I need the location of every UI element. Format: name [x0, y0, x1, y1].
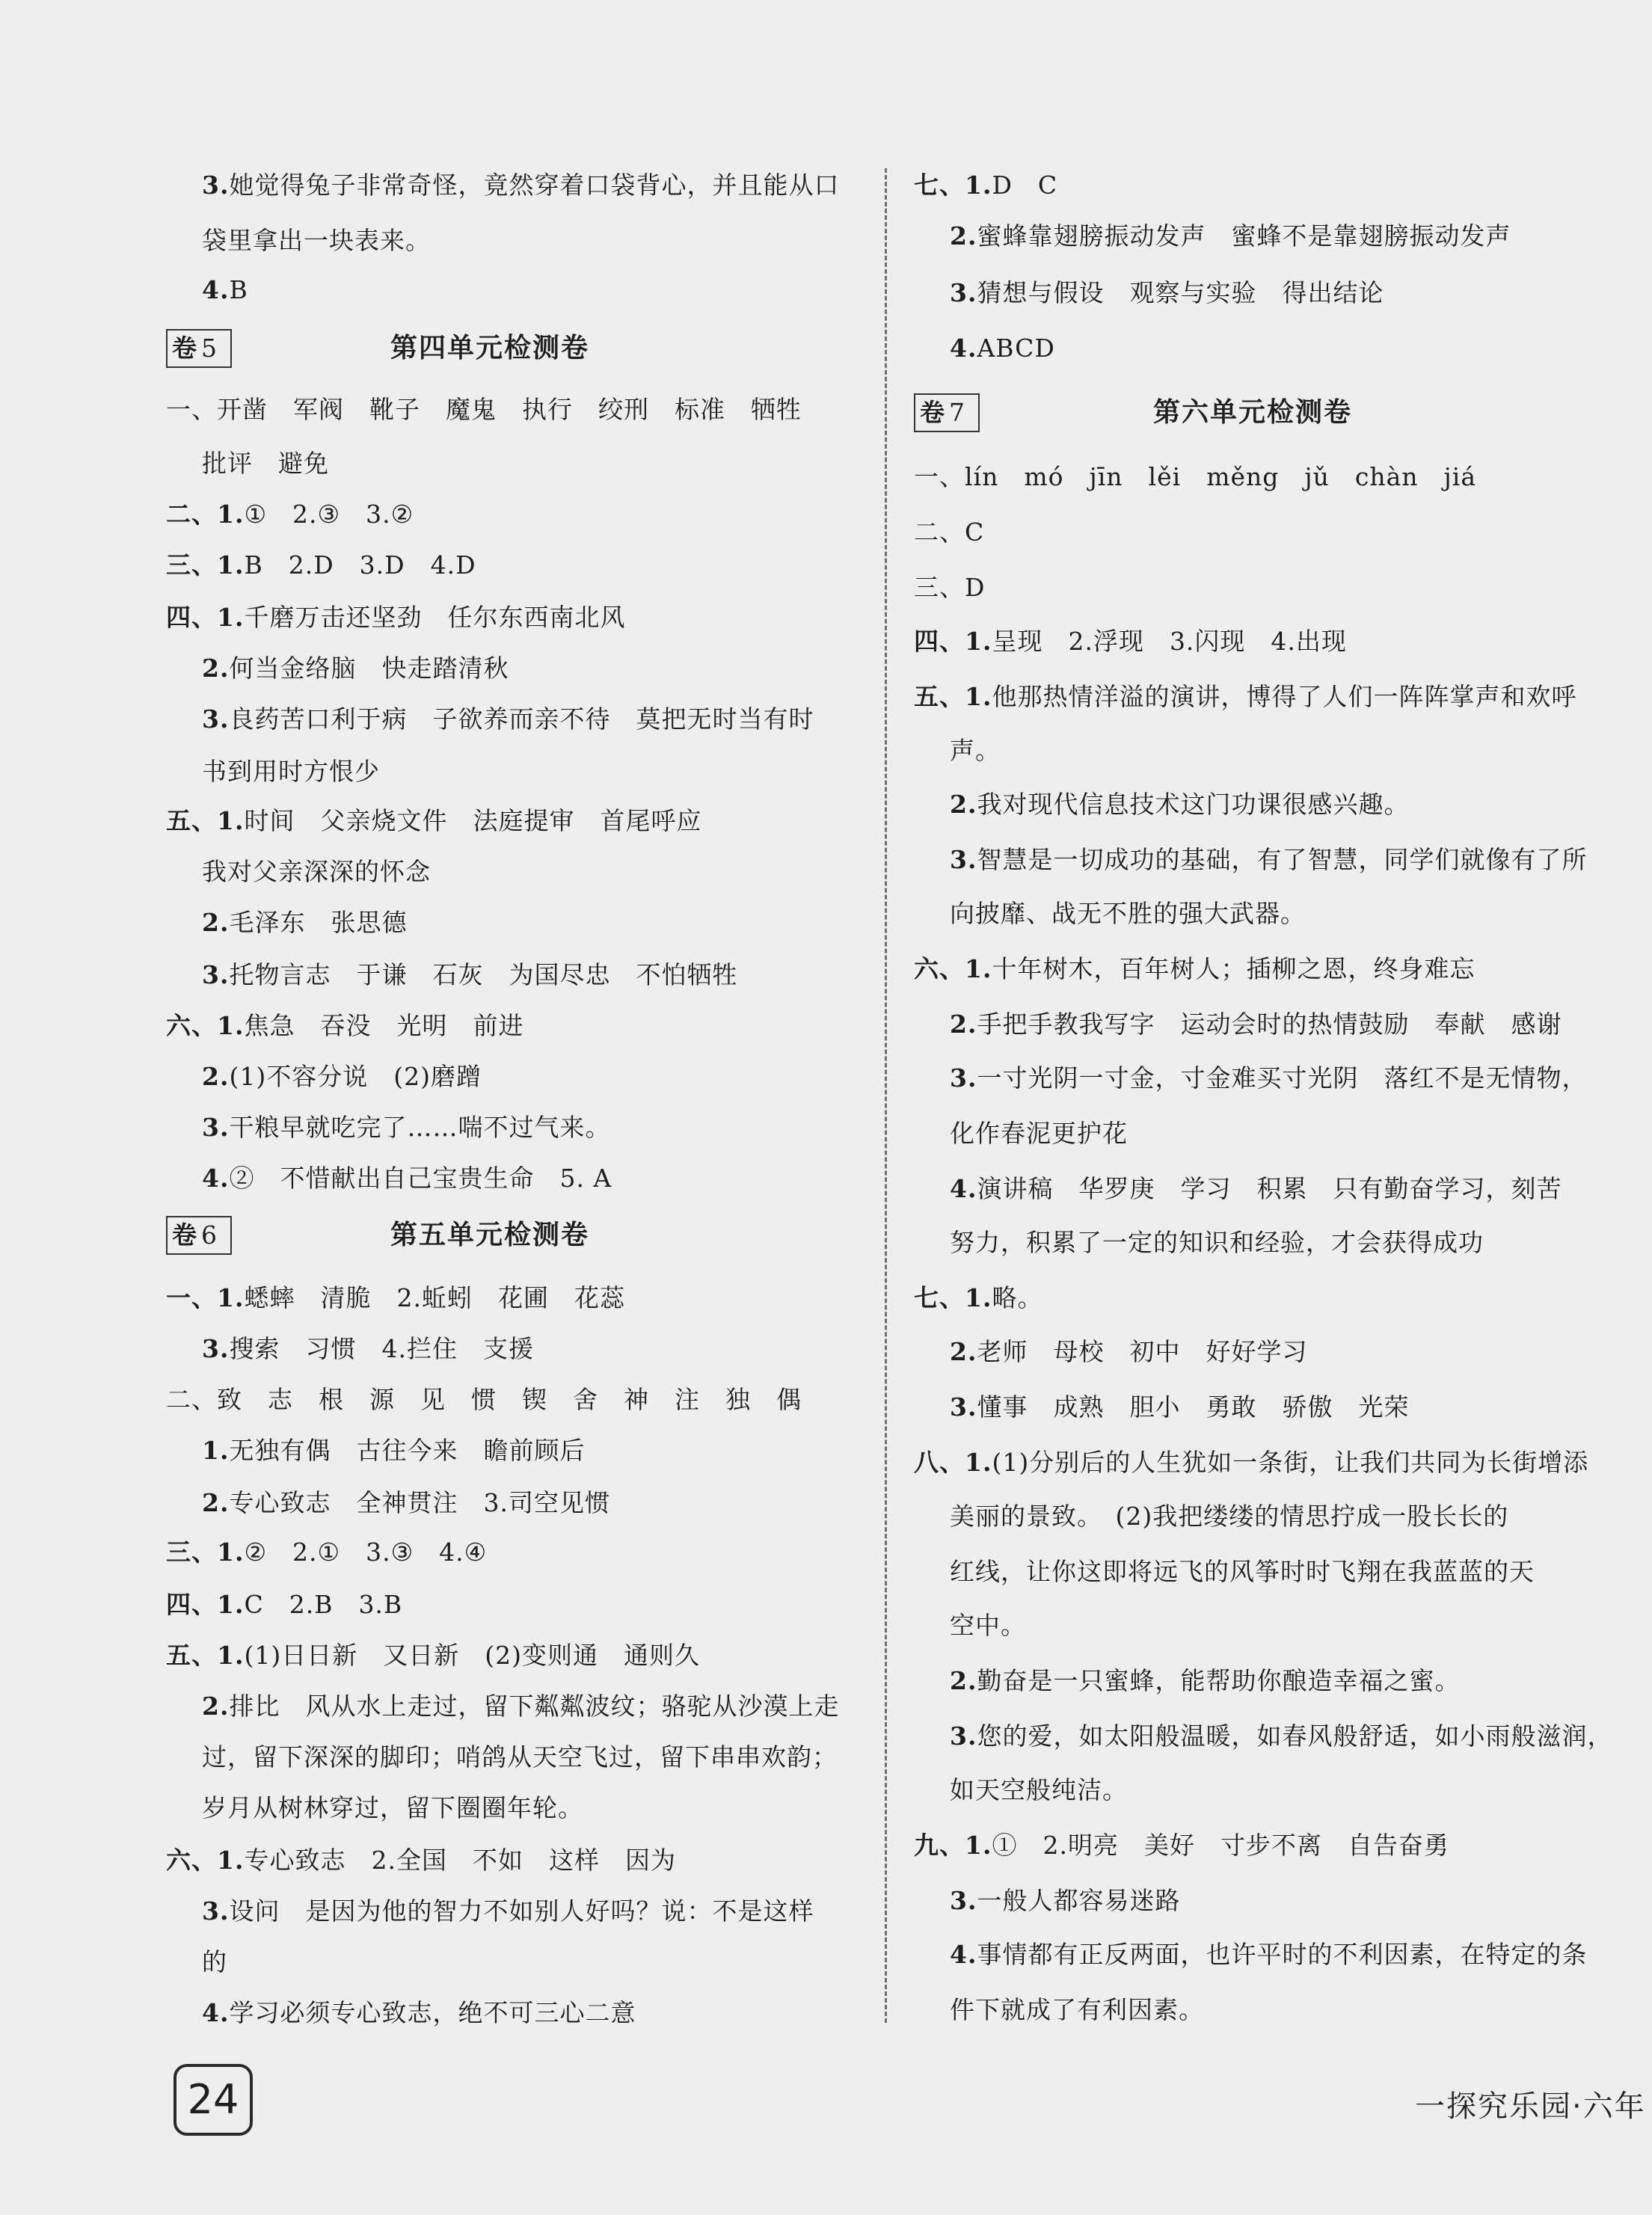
answer-line — [166, 1641, 700, 1671]
question-number: 4. — [202, 275, 230, 304]
answer-line — [950, 1010, 1562, 1039]
question-number: 六、1. — [166, 1011, 245, 1040]
question-number: 2. — [950, 1337, 977, 1366]
question-number: 3. — [202, 1113, 230, 1142]
answer-text: 懂事 成熟 胆小 勇敢 骄傲 光荣 — [977, 1392, 1410, 1422]
answer-text: 她觉得兔子非常奇怪，竟然穿着口袋背心，并且能从口 — [229, 170, 840, 200]
answer-line — [950, 1502, 1508, 1532]
question-number: 2. — [202, 1488, 230, 1517]
answer-line — [202, 960, 737, 990]
answer-line — [202, 1947, 227, 1977]
question-number: 3. — [950, 1063, 977, 1093]
question-number: 2. — [950, 1010, 977, 1039]
page-number: 24 — [174, 2064, 253, 2136]
answer-text: 二、致 志 根 源 见 惯 锲 舍 神 注 独 偶 — [166, 1385, 802, 1414]
question-number: 六、1. — [166, 1846, 245, 1875]
answer-line — [914, 682, 1576, 712]
section-title: 第六单元检测卷 — [1153, 397, 1353, 428]
answer-line — [202, 654, 509, 683]
answer-text: 猜想与假设 观察与实验 得出结论 — [977, 278, 1384, 307]
answer-line — [950, 736, 1001, 766]
answer-line — [914, 627, 1347, 657]
answer-line — [202, 1793, 583, 1823]
answer-text: (1)不容分说 (2)磨蹭 — [229, 1062, 482, 1091]
paper-label: 卷 — [172, 1220, 197, 1250]
answer-text: 一、lín mó jīn lěi měng jǔ chàn jiá — [914, 462, 1477, 491]
answer-line — [914, 462, 1476, 492]
answer-text: 批评 避免 — [202, 449, 329, 478]
answer-text: 老师 母校 初中 好好学习 — [977, 1337, 1308, 1366]
answer-line — [166, 395, 802, 425]
answer-line — [202, 1742, 838, 1772]
answer-line — [950, 334, 1055, 363]
question-number: 4. — [950, 1940, 977, 1969]
answer-text: 干粮早就吃完了……喘不过气来。 — [229, 1113, 611, 1142]
answer-line — [950, 1337, 1307, 1367]
answer-line — [166, 550, 476, 580]
answer-text: 袋里拿出一块表来。 — [202, 226, 431, 255]
question-number: 二、1. — [166, 500, 245, 529]
answer-line — [914, 573, 985, 603]
answer-line — [950, 845, 1587, 875]
answer-text: 演讲稿 华罗庚 学习 积累 只有勤奋学习，刻苦 — [977, 1174, 1562, 1203]
answer-text: 排比 风从水上走过，留下粼粼波纹；骆驼从沙漠上走 — [229, 1692, 840, 1721]
answer-text: D C — [992, 170, 1058, 200]
question-number: 4. — [950, 334, 977, 363]
question-number: 一、1. — [166, 1283, 245, 1312]
answer-line — [202, 1062, 482, 1092]
answer-line — [914, 170, 1057, 200]
answer-text: 努力，积累了一定的知识和经验，才会获得成功 — [950, 1228, 1484, 1257]
question-number: 3. — [202, 1896, 230, 1926]
question-number: 三、1. — [166, 550, 245, 580]
answer-text: 蜜蜂靠翅膀振动发声 蜜蜂不是靠翅膀振动发声 — [977, 221, 1511, 251]
answer-text: 件下就成了有利因素。 — [950, 1995, 1204, 2024]
answer-text: 他那热情洋溢的演讲，博得了人们一阵阵掌声和欢呼 — [992, 682, 1577, 711]
answer-text: 过，留下深深的脚印；哨鸽从天空飞过，留下串串欢韵； — [202, 1742, 838, 1772]
answer-text: 化作春泥更护花 — [950, 1119, 1128, 1148]
answer-line — [166, 1011, 523, 1041]
answer-line — [202, 275, 248, 305]
answer-line — [202, 1998, 636, 2028]
question-number: 4. — [950, 1174, 977, 1203]
question-number: 3. — [950, 1721, 977, 1751]
answer-line — [166, 1537, 487, 1567]
answer-text: 时间 父亲烧文件 法庭提审 首尾呼应 — [244, 806, 702, 835]
question-number: 2. — [202, 654, 230, 683]
answer-line — [166, 1283, 625, 1313]
paper-number-box — [914, 393, 980, 432]
answer-line — [202, 704, 814, 734]
answer-text: (1)分别后的人生犹如一条街，让我们共同为长街增添 — [992, 1448, 1589, 1477]
answer-text: 事情都有正反两面，也许平时的不利因素，在特定的条 — [977, 1940, 1588, 1969]
answer-text: 搜索 习惯 4.拦住 支援 — [229, 1334, 534, 1363]
answer-text: 毛泽东 张思德 — [229, 908, 408, 937]
answer-line — [914, 1283, 1043, 1313]
answer-text: 良药苦口利于病 子欲养而亲不待 莫把无时当有时 — [229, 704, 814, 734]
answer-line — [950, 1119, 1128, 1149]
paper-number-box — [166, 1216, 232, 1255]
question-number: 七、1. — [914, 1283, 992, 1312]
answer-text: 托物言志 于谦 石灰 为国尽忠 不怕牺牲 — [229, 960, 738, 989]
answer-line — [950, 1666, 1460, 1696]
section-header — [166, 1216, 862, 1258]
answer-text: 何当金络脑 快走踏清秋 — [229, 654, 509, 683]
answer-line — [202, 1692, 839, 1721]
answer-text: ② 2.① 3.③ 4.④ — [244, 1537, 488, 1567]
question-number: 六、1. — [914, 954, 992, 983]
question-number: 五、1. — [166, 806, 245, 835]
answer-text: C 2.B 3.B — [244, 1590, 403, 1619]
answer-text: 二、C — [914, 517, 985, 547]
answer-line — [202, 226, 431, 256]
paper-label: 卷 — [172, 334, 197, 363]
answer-text: 我对现代信息技术这门功课很感兴趣。 — [977, 790, 1410, 819]
answer-text: 我对父亲深深的怀念 — [202, 857, 431, 886]
answer-text: 学习必须专心致志，绝不可三心二意 — [229, 1998, 636, 2027]
answer-line — [950, 221, 1511, 251]
question-number: 五、1. — [914, 682, 992, 711]
answer-text: 一般人都容易迷路 — [977, 1886, 1181, 1915]
answer-text: B — [229, 275, 248, 304]
answer-line — [914, 1448, 1588, 1478]
question-number: 三、1. — [166, 1537, 245, 1567]
answer-line — [950, 1063, 1587, 1093]
question-number: 3. — [950, 278, 977, 307]
paper-label: 卷 — [920, 398, 945, 427]
answer-line — [202, 757, 380, 787]
column-divider — [885, 168, 887, 2023]
question-number: 2. — [202, 908, 230, 937]
answer-line — [166, 806, 701, 836]
question-number: 2. — [202, 1692, 230, 1721]
answer-text: 手把手教我写字 运动会时的热情鼓励 奉献 感谢 — [977, 1010, 1562, 1039]
answer-text: 呈现 2.浮现 3.闪现 4.出现 — [992, 627, 1347, 656]
answer-line — [166, 603, 625, 633]
question-number: 四、1. — [166, 1590, 245, 1619]
answer-line — [202, 449, 329, 479]
question-number: 七、1. — [914, 170, 992, 200]
answer-line — [950, 1940, 1587, 1970]
answer-line — [914, 954, 1475, 984]
question-number: 3. — [202, 704, 230, 734]
question-number: 五、1. — [166, 1641, 245, 1670]
answer-text: 千磨万击还坚劲 任尔东西南北风 — [244, 603, 626, 632]
section-title: 第四单元检测卷 — [390, 333, 590, 363]
paper-number: 7 — [949, 398, 965, 427]
answer-text: 如天空般纯洁。 — [950, 1775, 1128, 1804]
answer-text: 一、开凿 军阀 靴子 魔鬼 执行 绞刑 标准 牺牲 — [166, 395, 802, 424]
answer-line — [950, 1721, 1612, 1751]
answer-line — [202, 908, 407, 938]
section-header — [166, 329, 862, 371]
question-number: 4. — [202, 1164, 230, 1193]
answer-line — [202, 1334, 534, 1364]
section-title: 第五单元检测卷 — [390, 1220, 590, 1250]
answer-line — [950, 1174, 1562, 1204]
question-number: 四、1. — [914, 627, 992, 656]
answer-line — [202, 1488, 610, 1518]
answer-text: 设问 是因为他的智力不如别人好吗？说：不是这样 — [229, 1896, 814, 1926]
answer-line — [166, 500, 414, 529]
question-number: 四、1. — [166, 603, 245, 632]
answer-text: 您的爱，如太阳般温暖，如春风般舒适，如小雨般滋润， — [977, 1721, 1613, 1751]
answer-line — [166, 1846, 676, 1875]
answer-text: 专心致志 2.全国 不如 这样 因为 — [244, 1846, 676, 1875]
answer-text: 的 — [202, 1947, 227, 1976]
answer-text: B 2.D 3.D 4.D — [244, 550, 476, 580]
question-number: 3. — [950, 1392, 977, 1422]
question-number: 2. — [950, 1666, 977, 1695]
question-number: 2. — [950, 790, 977, 819]
series-name: 一探究乐园·六年 — [1415, 2089, 1646, 2124]
answer-text: ① 2.明亮 美好 寸步不离 自告奋勇 — [992, 1831, 1449, 1860]
answer-text: 焦急 吞没 光明 前进 — [244, 1011, 524, 1040]
answer-line — [950, 790, 1409, 820]
question-number: 2. — [202, 1062, 230, 1091]
question-number: 3. — [202, 1334, 230, 1363]
question-number: 九、1. — [914, 1831, 992, 1860]
answer-line — [950, 899, 1306, 929]
answer-text: 向披靡、战无不胜的强大武器。 — [950, 899, 1306, 928]
answer-line — [950, 1392, 1409, 1422]
answer-line — [914, 1831, 1449, 1861]
answer-line — [950, 1995, 1204, 2025]
answer-line — [202, 1436, 585, 1466]
answer-line — [950, 1557, 1535, 1587]
section-header — [914, 393, 1639, 435]
question-number: 3. — [950, 1886, 977, 1915]
answer-text: 勤奋是一只蜜蜂，能帮助你酿造幸福之蜜。 — [977, 1666, 1461, 1695]
answer-text: 专心致志 全神贯注 3.司空见惯 — [229, 1488, 610, 1517]
answer-text: 声。 — [950, 736, 1001, 765]
answer-text: (1)日日新 又日新 (2)变则通 通则久 — [244, 1641, 700, 1670]
answer-text: ② 不惜献出自己宝贵生命 5. A — [229, 1164, 612, 1193]
answer-text: 十年树木，百年树人；插柳之恩，终身难忘 — [992, 954, 1476, 983]
answer-line — [950, 1611, 1026, 1641]
question-number: 3. — [950, 845, 977, 874]
paper-number: 5 — [201, 334, 217, 363]
question-number: 4. — [202, 1998, 230, 2027]
question-number: 1. — [202, 1436, 230, 1465]
answer-text: 红线，让你这即将远飞的风筝时时飞翔在我蓝蓝的天 — [950, 1557, 1535, 1586]
answer-text: 蟋蟀 清脆 2.蚯蚓 花圃 花蕊 — [244, 1283, 625, 1312]
question-number: 3. — [202, 170, 230, 200]
answer-text: 书到用时方恨少 — [202, 757, 380, 786]
answer-text: 空中。 — [950, 1611, 1026, 1640]
answer-line — [914, 517, 984, 547]
answer-text: 美丽的景致。 (2)我把缕缕的情思拧成一股长长的 — [950, 1502, 1509, 1531]
answer-line — [950, 1228, 1484, 1258]
question-number: 2. — [950, 221, 977, 251]
answer-text: 岁月从树林穿过，留下圈圈年轮。 — [202, 1793, 583, 1822]
answer-line — [202, 1896, 814, 1926]
answer-line — [202, 857, 431, 887]
answer-line — [950, 278, 1384, 308]
answer-text: 略。 — [992, 1283, 1043, 1312]
answer-line — [166, 1385, 802, 1415]
question-number: 八、1. — [914, 1448, 992, 1477]
question-number: 3. — [202, 960, 230, 989]
answer-line — [950, 1886, 1180, 1916]
paper-number: 6 — [201, 1220, 217, 1250]
answer-text: 一寸光阴一寸金，寸金难买寸光阴 落红不是无情物， — [977, 1063, 1588, 1093]
answer-line — [950, 1775, 1128, 1805]
answer-line — [166, 1590, 402, 1620]
answer-text: 无独有偶 古往今来 瞻前顾后 — [229, 1436, 586, 1465]
answer-text: 智慧是一切成功的基础，有了智慧，同学们就像有了所 — [977, 845, 1588, 874]
answer-text: ① 2.③ 3.② — [244, 500, 414, 529]
answer-line — [202, 1113, 610, 1143]
answer-text: ABCD — [977, 334, 1055, 363]
answer-line — [202, 170, 839, 200]
paper-number-box — [166, 329, 232, 368]
answer-line — [202, 1164, 612, 1193]
answer-text: 三、D — [914, 573, 986, 602]
